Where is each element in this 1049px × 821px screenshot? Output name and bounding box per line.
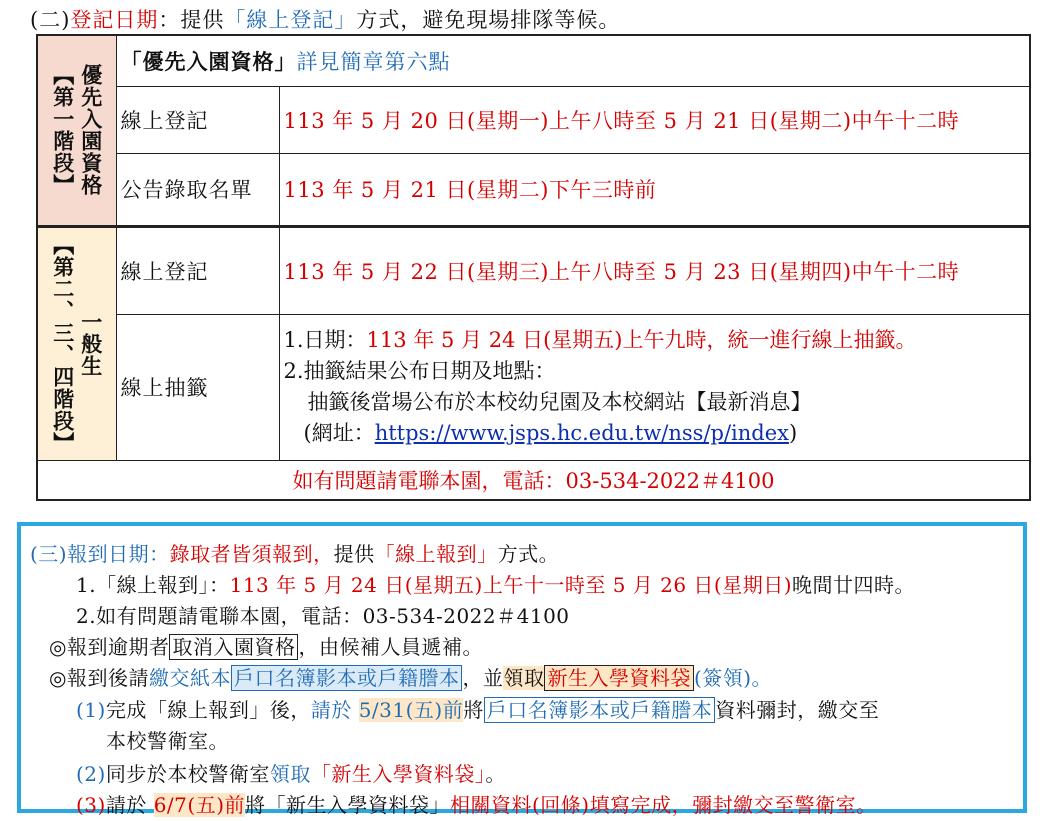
- priority-note-bold: 「優先入園資格」: [120, 48, 297, 74]
- section2-title: 登記日期: [70, 8, 159, 32]
- step1-c: 將: [463, 698, 484, 722]
- note2-mid2: 領取: [503, 666, 545, 690]
- step2-a: 同步於本校警衛室: [105, 762, 270, 786]
- step3-prefix: (3): [76, 793, 106, 817]
- lottery-url-link[interactable]: https://www.jsps.hc.edu.tw/nss/p/index: [374, 421, 789, 445]
- row2-label: 公告錄取名單: [120, 178, 253, 202]
- step2-b: 領取: [269, 762, 311, 786]
- section3-step1: [76, 694, 879, 723]
- item1-red: 113 年 5 月 24 日(星期五)上午十一時至 5 月 26 日(星期日): [229, 573, 793, 597]
- note1-tail: ，由候補人員遞補。: [298, 635, 483, 659]
- row1-value-cell: [279, 86, 1030, 153]
- stage1-cell: [37, 35, 116, 226]
- section2-colon: ：提供: [158, 8, 225, 32]
- lottery-line1-value: 113 年 5 月 24 日(星期五)上午九時，統一進行線上抽籤。: [366, 328, 917, 352]
- section3-box: [17, 522, 1027, 817]
- row2-value-cell: [279, 153, 1030, 226]
- row4-label: 線上抽籤: [120, 376, 209, 400]
- section3-step1-line2: 本校警衛室。: [106, 729, 229, 753]
- row3-label-cell: [116, 226, 279, 314]
- lottery-line3: 抽籤後當場公布於本校幼兒園及本校網站【最新消息】: [307, 390, 812, 414]
- note1-prefix: ◎報到逾期者: [49, 635, 170, 659]
- row3-value: 113 年 5 月 22 日(星期三)上午八時至 5 月 23 日(星期四)中午十二時: [283, 259, 960, 284]
- row3-value-cell: [279, 226, 1030, 314]
- contact-cell: [37, 460, 1030, 500]
- step2-prefix: (2): [76, 762, 106, 786]
- step3-b: 將「新生入學資料袋」: [245, 793, 450, 817]
- step2-c: 「新生入學資料袋」: [310, 762, 486, 786]
- lottery-details: [279, 314, 1030, 460]
- contact-text: 如有問題請電聯本園，電話：03-534-2022＃4100: [292, 468, 775, 493]
- lottery-line2: 2.抽籤結果公布日期及地點：: [283, 359, 556, 383]
- lottery-url-prefix: (網址：: [303, 421, 375, 445]
- step3-a: 請於: [105, 793, 154, 817]
- lottery-line1: [284, 325, 1030, 356]
- section3-step2: [76, 758, 506, 787]
- lottery-line1-prefix: 1.日期：: [283, 328, 367, 352]
- note2-blue: 繳交紙本: [148, 666, 231, 690]
- step2-d: 。: [485, 762, 506, 786]
- note2-framed: 戶口名簿影本或戶籍謄本: [231, 665, 463, 691]
- section3-note1: [49, 631, 483, 660]
- section2-quoted: 「線上登記」: [224, 8, 357, 32]
- priority-note: [116, 35, 1030, 86]
- lottery-url-suffix: ): [789, 421, 798, 445]
- note2-tail: (簽領)。: [693, 666, 773, 690]
- stage1-category: 優先入園資格: [78, 64, 104, 197]
- section3-head-tail: 方式。: [497, 542, 560, 566]
- section2-tail: 方式，避免現場排隊等候。: [356, 8, 621, 32]
- section3-item2: 2.如有問題請電聯本園，電話：03-534-2022＃4100: [76, 604, 570, 628]
- item1-tail: 晚間廿四時。: [792, 573, 916, 597]
- section2-prefix: (二): [30, 8, 71, 32]
- item1-prefix: 1.「線上報到」：: [76, 573, 230, 597]
- priority-note-rest: 詳見簡章第六點: [296, 49, 451, 74]
- note2-mid1: ，並: [462, 666, 504, 690]
- stage2-bracket-label: 【第二、三、四階段】: [50, 233, 76, 454]
- row1-label: 線上登記: [120, 108, 209, 133]
- row2-label-cell: [116, 153, 279, 226]
- step1-d: 資料彌封，繳交至: [715, 698, 880, 722]
- section3-head-prefix: (三)報到日期：: [30, 542, 170, 566]
- section2-heading: [30, 4, 620, 34]
- row1-value: 113 年 5 月 20 日(星期一)上午八時至 5 月 21 日(星期二)中午十二時: [283, 108, 960, 133]
- stage2-cell: [37, 226, 116, 460]
- section3-note2: [49, 662, 772, 691]
- stage1-bracket-label: 【第一階段】: [50, 64, 76, 197]
- step1-prefix: (1): [76, 698, 106, 722]
- section3-heading: [30, 538, 559, 567]
- section3-head-quoted: 「線上報到」: [374, 542, 498, 566]
- step3-date: 6/7(五)前: [153, 793, 245, 817]
- note2-prefix: ◎報到後請: [49, 666, 149, 690]
- section3-head-mid: 提供: [333, 542, 375, 566]
- row1-label-cell: [116, 86, 279, 153]
- note2-framed2: 新生入學資料袋: [544, 665, 694, 691]
- step1-b: 請於: [310, 698, 359, 722]
- row3-label: 線上登記: [120, 259, 209, 284]
- row4-label-cell: [116, 314, 279, 460]
- step1-date: 5/31(五)前: [358, 698, 464, 722]
- section3-head-red: 錄取者皆須報到，: [169, 542, 334, 566]
- step1-framed: 戶口名簿影本或戶籍謄本: [484, 697, 716, 723]
- registration-table: [36, 34, 1031, 501]
- lottery-line4: [284, 418, 1030, 449]
- stage2-category: 一般生: [78, 310, 104, 377]
- step1-a: 完成「線上報到」後，: [105, 698, 311, 722]
- note1-framed: 取消入園資格: [169, 634, 298, 660]
- step3-c: 相關資料(回條)填寫完成，彌封繳交至警衛室。: [450, 793, 877, 817]
- section3-step3: [76, 789, 877, 818]
- row2-value: 113 年 5 月 21 日(星期二)下午三時前: [283, 178, 657, 202]
- section3-item1: [76, 569, 915, 598]
